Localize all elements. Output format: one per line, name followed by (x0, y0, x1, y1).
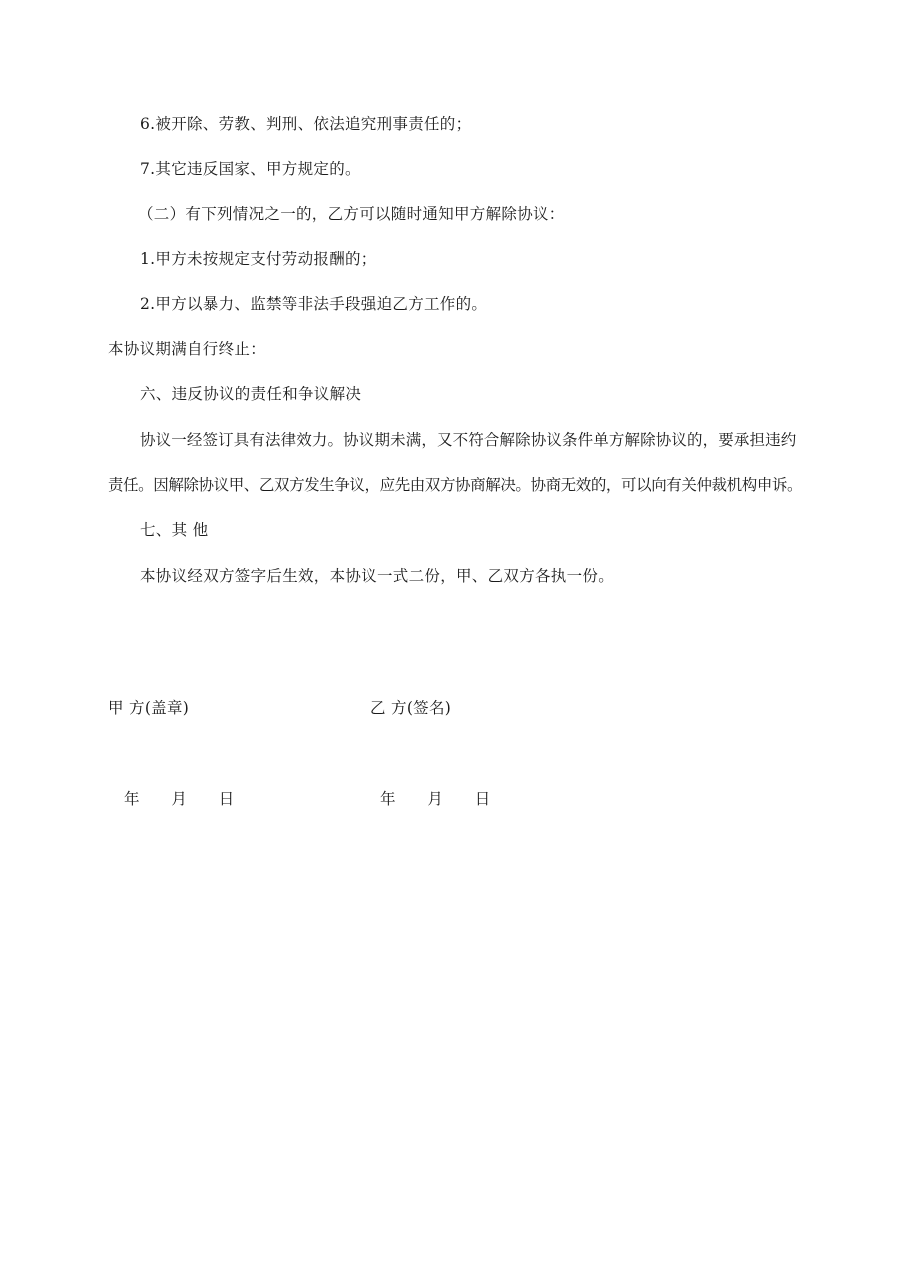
party-b-date: 年 月 日 (380, 790, 491, 808)
party-a-date: 年 月 日 (124, 790, 235, 808)
section-2-item-1: 1.甲方未按规定支付劳动报酬的； (140, 250, 377, 268)
agreement-expiry-line: 本协议期满自行终止： (108, 340, 267, 358)
party-b-label: 乙 方(签名) (370, 699, 452, 717)
section-7-paragraph: 本协议经双方签字后生效，本协议一式二份，甲、乙双方各执一份。 (140, 567, 615, 585)
section-7-heading: 七、其 他 (140, 521, 209, 539)
section-2-heading: （二）有下列情况之一的，乙方可以随时通知甲方解除协议： (138, 205, 565, 223)
clause-6: 6.被开除、劳教、判刑、依法追究刑事责任的； (140, 115, 472, 133)
party-a-label: 甲 方(盖章) (108, 699, 190, 717)
clause-7: 7.其它违反国家、甲方规定的。 (140, 160, 361, 178)
section-2-item-2: 2.甲方以暴力、监禁等非法手段强迫乙方工作的。 (140, 295, 488, 313)
section-6-paragraph-line-1: 协议一经签订具有法律效力。协议期未满，又不符合解除协议条件单方解除协议的，要承担违约 (140, 431, 797, 449)
section-6-paragraph-line-2: 责任。因解除协议甲、乙双方发生争议，应先由双方协商解决。协商无效的，可以向有关仲裁机构申诉。 (108, 476, 803, 494)
section-6-heading: 六、违反协议的责任和争议解决 (140, 385, 362, 403)
